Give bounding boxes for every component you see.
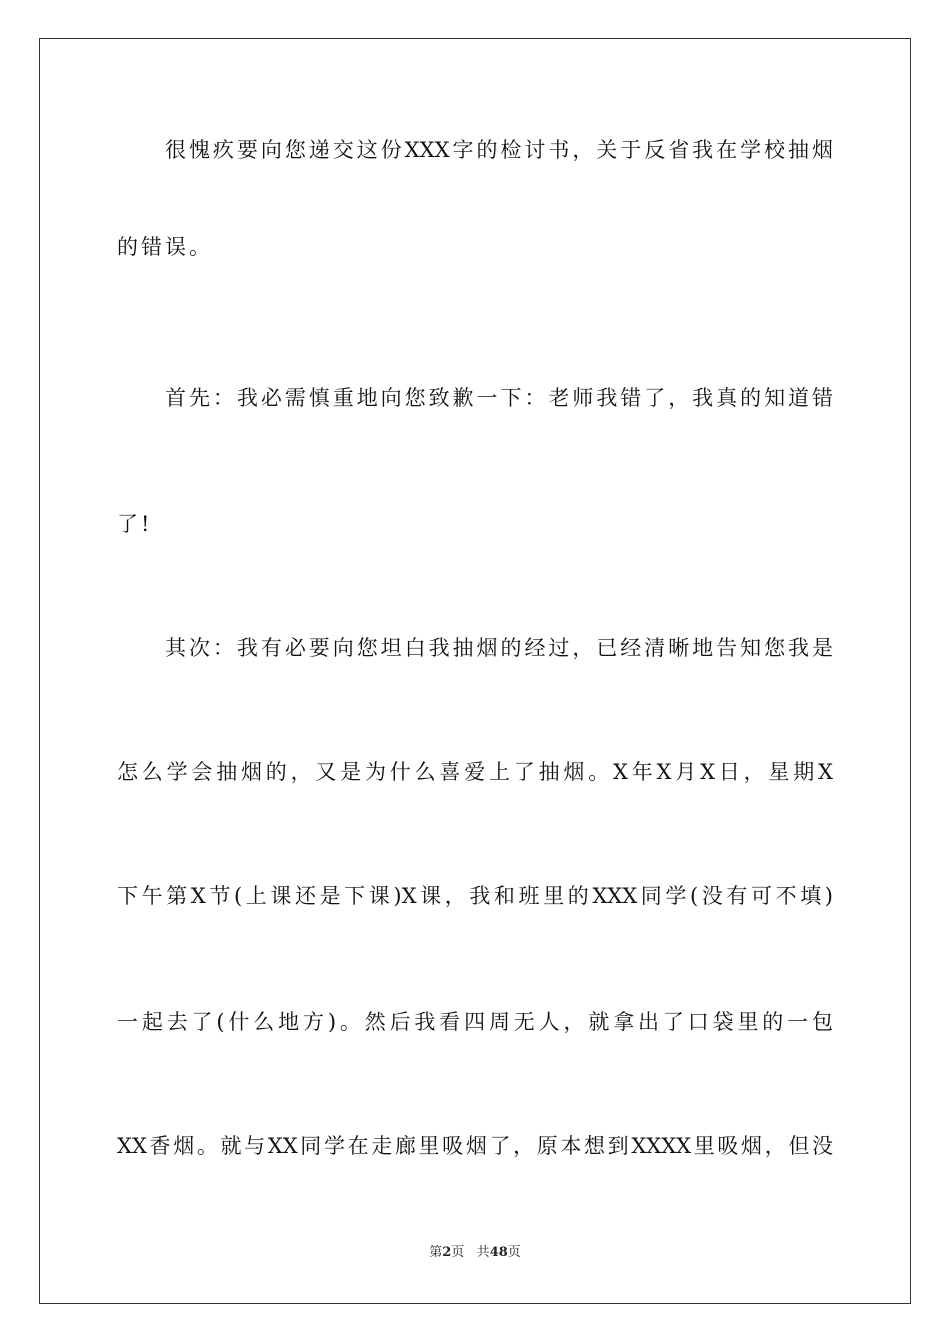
text-line-8: 一起去了(什么地方)。然后我看四周无人，就拿出了口袋里的一包 (117, 1010, 833, 1034)
text-line-4: 了! (117, 512, 153, 536)
text-line-1: 很愧疚要向您递交这份XXX字的检讨书，关于反省我在学校抽烟 (165, 138, 833, 162)
footer-total-suffix: 页 (507, 1245, 521, 1260)
text-line-6: 怎么学会抽烟的，又是为什么喜爱上了抽烟。X年X月X日，星期X (117, 760, 833, 784)
footer-total-pages: 48 (489, 1245, 508, 1260)
footer-page-prefix: 第 (429, 1245, 443, 1260)
text-line-7: 下午第X节(上课还是下课)X课，我和班里的XXX同学(没有可不填) (117, 884, 833, 908)
text-line-3: 首先：我必需慎重地向您致歉一下：老师我错了，我真的知道错 (165, 386, 833, 410)
footer-page-number: 2 (442, 1245, 452, 1260)
text-line-2: 的错误。 (117, 235, 213, 259)
page-border (39, 38, 911, 1304)
text-line-9: XX香烟。就与XX同学在走廊里吸烟了，原本想到XXXX里吸烟，但没 (117, 1134, 833, 1158)
page-footer (0, 1244, 950, 1262)
footer-page-suffix: 页 (451, 1245, 465, 1260)
text-line-5: 其次：我有必要向您坦白我抽烟的经过，已经清晰地告知您我是 (165, 636, 833, 660)
footer-total-prefix: 共 (476, 1245, 490, 1260)
